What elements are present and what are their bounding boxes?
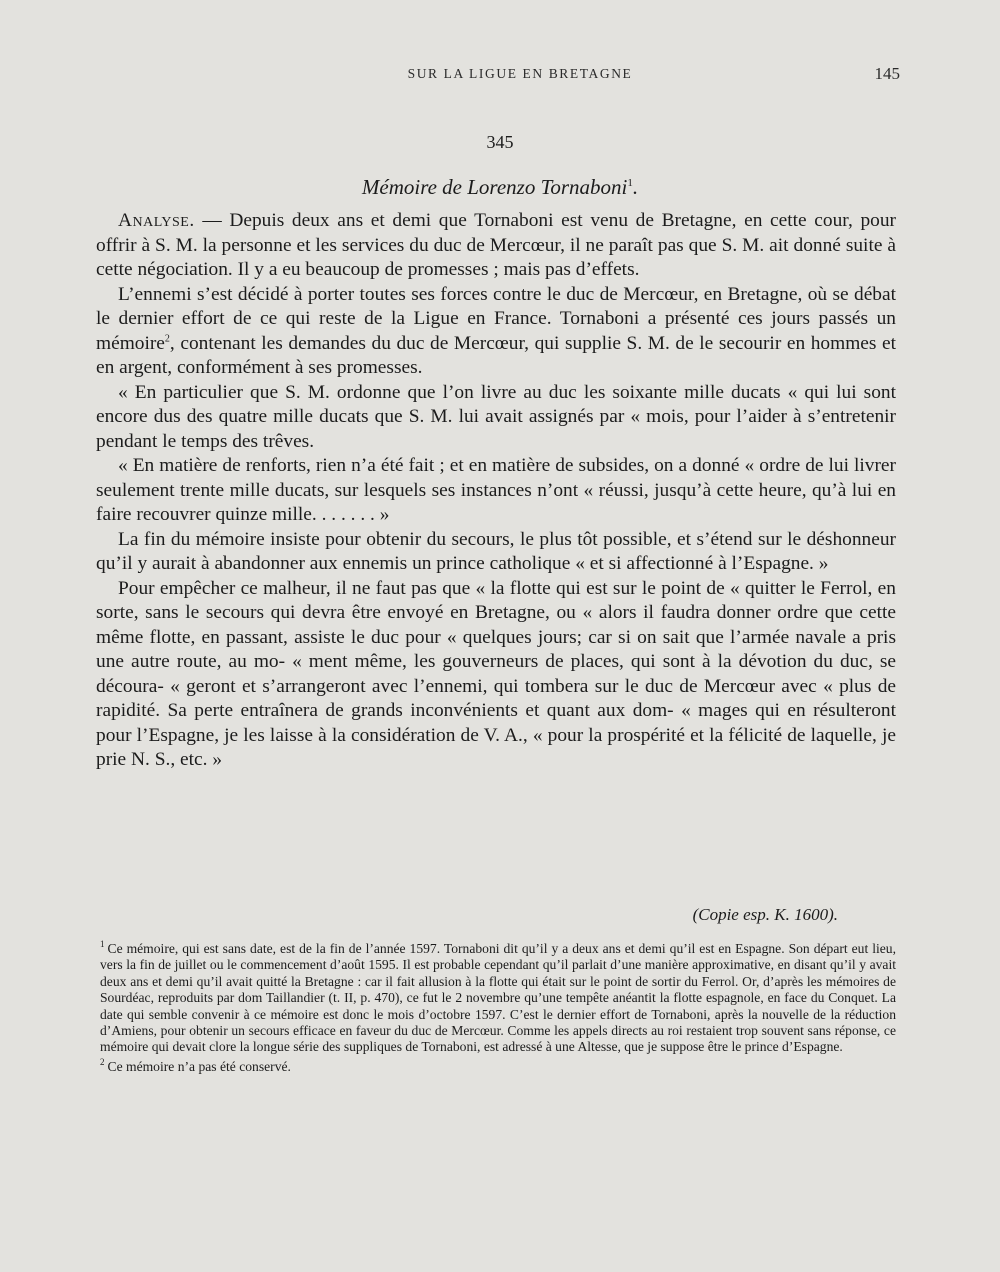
running-head: SUR LA LIGUE EN BRETAGNE <box>407 66 633 81</box>
title-note-mark: 1 <box>627 177 633 189</box>
paragraph-2 <box>96 283 896 381</box>
document-title-text: Mémoire de Lorenzo Tornaboni <box>361 175 628 199</box>
source-reference: (Copie esp. K. 1600). <box>692 905 838 924</box>
analysis-text: — Depuis deux ans et demi que Tornaboni est venu de Bretagne, en cette cour, pour offrir à S. M. la personne et les services du duc de Mercœur, il ne paraît pas que S. M. ait donné suite à cette négociation. Il y a eu beaucoup de promesses ; mais pas d’effets. <box>96 210 896 280</box>
footnote-2-mark: 2 <box>100 1057 105 1068</box>
analysis-label: Analyse. <box>118 210 195 231</box>
body-text <box>96 209 896 773</box>
footnote-2-text: Ce mémoire n’a pas été conservé. <box>107 1058 291 1074</box>
paragraph-2-text-b: , contenant les demandes du duc de Mercœur, qui supplie S. M. de le secourir en hommes et en argent, conformément à ses promesses. <box>96 332 896 378</box>
note-mark-2: 2 <box>164 333 170 345</box>
document-number: 345 <box>486 132 514 152</box>
footnote-2 <box>100 1059 896 1075</box>
paragraph-4: « En matière de renforts, rien n’a été fait ; et en matière de subsides, on a donné « ordre de lui livrer seulement trente mille ducats, sur lesquels ses instances n’ont « réussi, jusqu’à cette heure, qu’à lui en faire recouvrer quinze mille. . . . . . . » <box>96 455 896 525</box>
document-title <box>250 175 750 200</box>
paragraph-2-text-a: L’ennemi s’est décidé à porter toutes ses forces contre le duc de Mercœur, en Bretagne, où se débat le dernier effort de ce qui reste de la Ligue en France. Tornaboni a présenté ces jours passés un mémoire <box>96 283 896 354</box>
footnote-1-text: Ce mémoire, qui est sans date, est de la fin de l’année 1597. Tornaboni dit qu’il y a deux ans et demi qu’il est en Espagne. Son départ eut lieu, vers la fin de juillet ou le commencement d’août 1595. Il est probable cependant qu’il parlait d’une manière approximative, en disant qu’il y avait deux ans et demi qu’il avait quitté la Bretagne : car il fait allusion à la flotte qui était sur le point de sortir du Ferrol. Or, d’après les mémoires de Sourdéac, reproduits par dom Taillandier (t. II, p. 470), ce fut le 2 novembre qu’une tempête anéantit la flotte espagnole, en face du Conquet. La date qui semble convenir à ce mémoire est donc le mois d’octobre 1597. C’est le dernier effort de Tornaboni, après la nouvelle de la réduction d’Amiens, pour obtenir un secours efficace en faveur du duc de Mercœur. Comme les appels directs au roi restaient trop souvent sans réponse, ce mémoire qui devait clore la longue série des suppliques de Tornaboni, est adressé à une Altesse, que je suppose être le prince d’Espagne. <box>100 941 896 1055</box>
paragraph-5: La fin du mémoire insiste pour obtenir du secours, le plus tôt possible, et s’étend sur le déshonneur qu’il y aurait à abandonner aux ennemis un prince catholique « et si affectionné à l’Espagne. » <box>96 528 896 574</box>
paragraph-6: Pour empêcher ce malheur, il ne faut pas que « la flotte qui est sur le point de « quitter le Ferrol, en sorte, sans le secours qui devra être envoyé en Bretagne, ou « alors il faudra donner ordre que cette même flotte, en passant, assiste le duc pour « quelques jours; car si on sait que l’armée navale a pris une autre route, au mo- « ment même, les gouverneurs de places, qui sont à la dévotion du duc, se découra- « geront et s’arrangeront avec l’ennemi, qui tombera sur le duc de Mercœur avec « plus de rapidité. Sa perte entraînera de grands inconvénients et quant aux dom- « mages qui en résulteront pour l’Espagne, je les laisse à la considération de V. A., « pour la prospérité et la félicité de laquelle, je prie N. S., etc. » <box>96 577 896 770</box>
paragraph-3: « En particulier que S. M. ordonne que l’on livre au duc les soixante mille ducats « qui lui sont encore dus des quatre mille ducats que S. M. lui avait assignés par « mois, pour l’aider à s’entretenir pendant le temps des trêves. <box>96 381 896 452</box>
footnote-1-mark: 1 <box>100 939 105 950</box>
footnotes <box>100 941 896 1075</box>
analysis-paragraph <box>96 209 896 283</box>
page-number: 145 <box>874 64 900 83</box>
title-end: . <box>632 175 639 199</box>
footnote-1 <box>100 941 896 1056</box>
